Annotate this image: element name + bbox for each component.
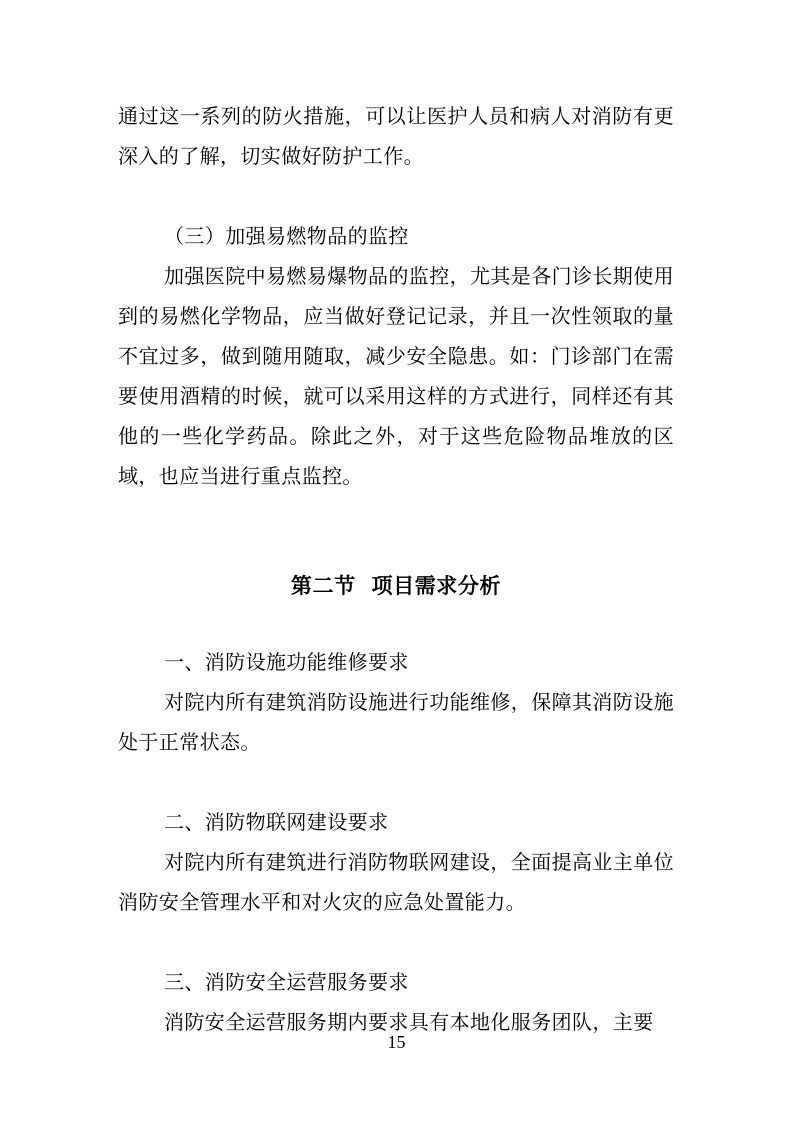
- section-title: 第二节 项目需求分析: [290, 574, 502, 598]
- spacer: [118, 496, 674, 566]
- item-heading-2: 二、消防物联网建设要求: [164, 810, 389, 834]
- spacer: [118, 762, 674, 802]
- item-heading-3: 三、消防安全运营服务要求: [164, 970, 409, 994]
- item-body-2: 对院内所有建筑进行消防物联网建设，全面提高业主单位消防安全管理水平和对火灾的应急处置能力。: [118, 850, 674, 914]
- spacer: [118, 922, 674, 962]
- spacer: [118, 606, 674, 642]
- paragraph-intro: 通过这一系列的防火措施，可以让医护人员和病人对消防有更深入的了解，切实做好防护工作。: [118, 104, 674, 168]
- item-heading-1: 一、消防设施功能维修要求: [164, 650, 409, 674]
- document-page: [118, 96, 674, 1042]
- item-body-3: 消防安全运营服务期内要求具有本地化服务团队，主要: [164, 1010, 654, 1034]
- subsection-body-3: 加强医院中易燃易爆物品的监控，尤其是各门诊长期使用到的易燃化学物品，应当做好登记记录，并且一次性领取的量不宜过多，做到随用随取，减少安全隐患。如：门诊部门在需要使用酒精的时候，就可以采用这样的方式进行，同样还有其他的一些化学药品。除此之外，对于这些危险物品堆放的区域，也应当进行重点监控。: [118, 264, 674, 488]
- page-number: 15: [387, 1032, 406, 1052]
- item-body-1: 对院内所有建筑消防设施进行功能维修，保障其消防设施处于正常状态。: [118, 690, 674, 754]
- spacer: [118, 176, 674, 216]
- subsection-heading-3: （三）加强易燃物品的监控: [164, 224, 409, 248]
